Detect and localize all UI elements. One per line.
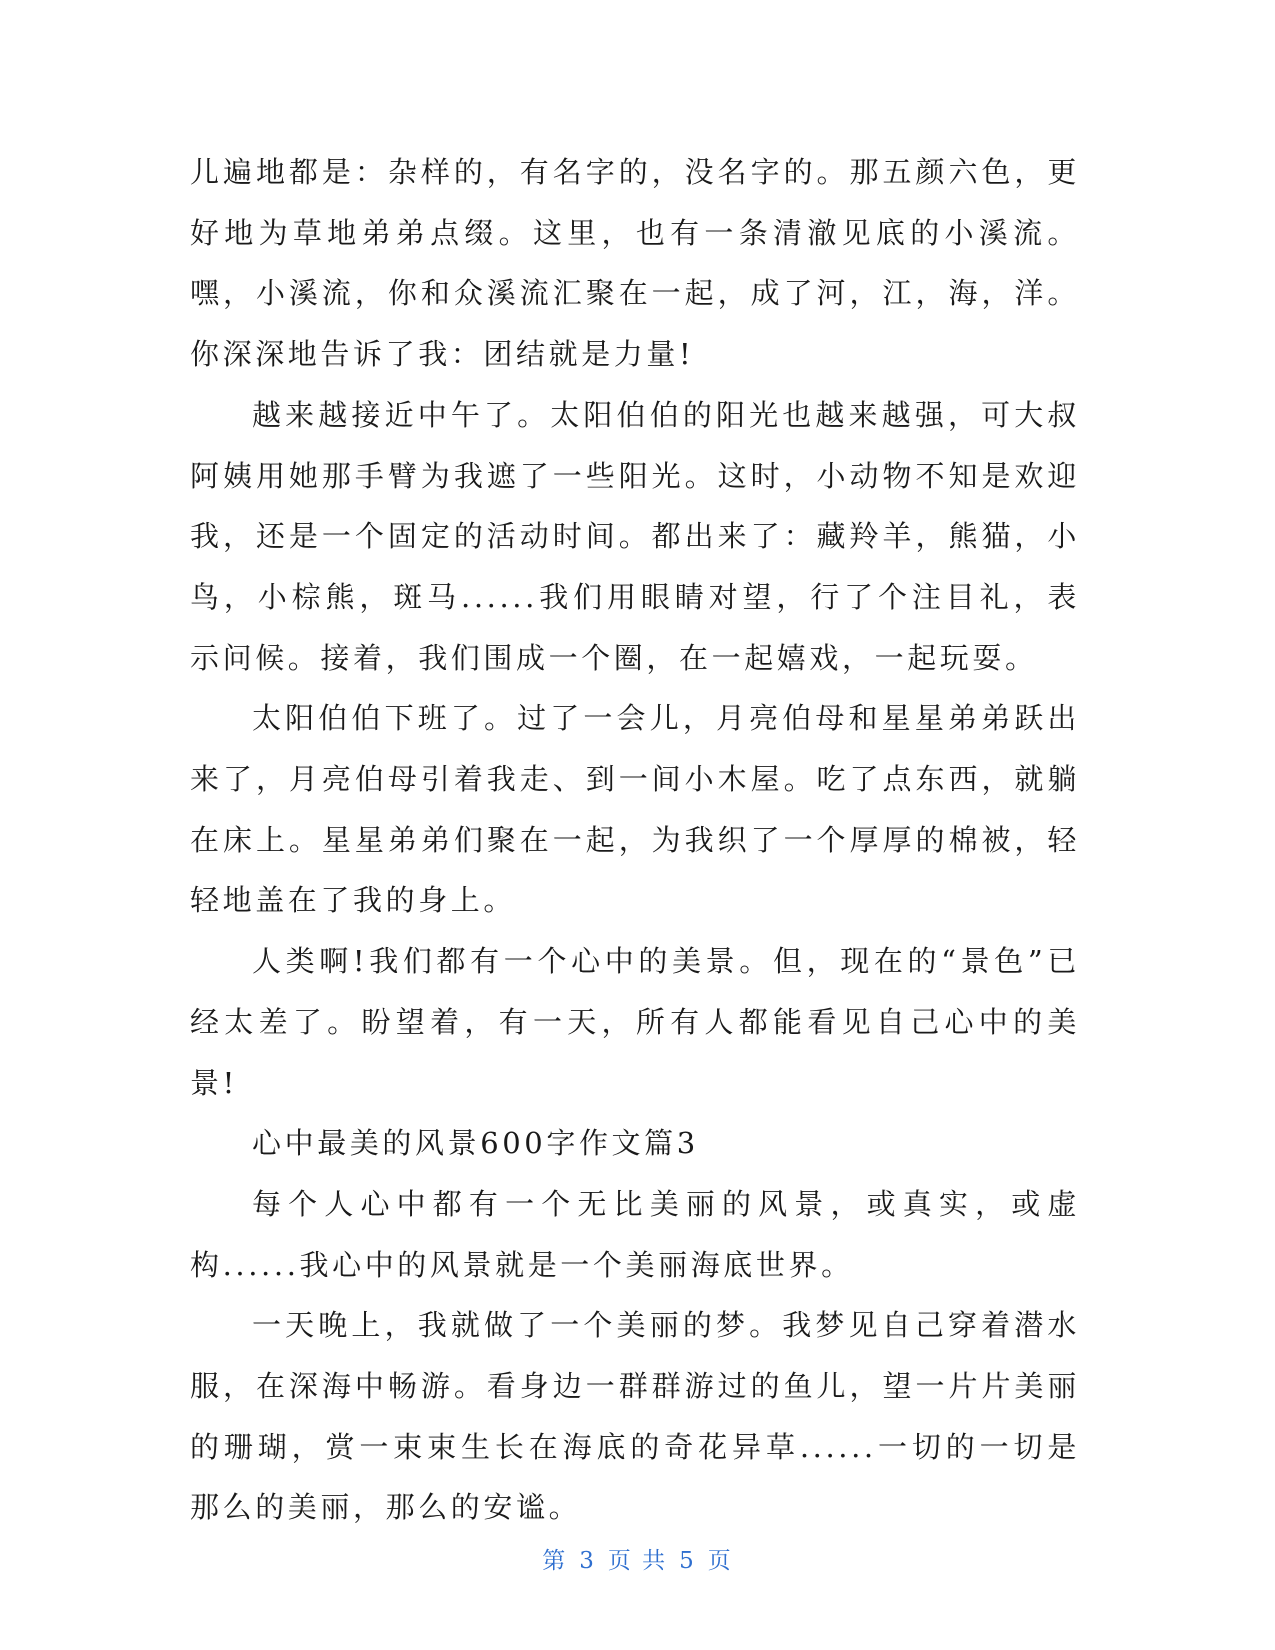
paragraph-4: 人类啊!我们都有一个心中的美景。但，现在的“景色”已经太差了。盼望着，有一天，所有人都能看见自己心中的美景! [190, 944, 1080, 1100]
page-footer [0, 1542, 1275, 1575]
paragraph-1: 儿遍地都是：杂样的，有名字的，没名字的。那五颜六色，更好地为草地弟弟点缀。这里，也有一条清澈见底的小溪流。嘿，小溪流，你和众溪流汇聚在一起，成了河，江，海，洋。你深深地告诉了我：团结就是力量! [190, 155, 1080, 372]
section-heading: 心中最美的风景600字作文篇3 [252, 1126, 699, 1161]
footer-current-page: 3 [579, 1548, 596, 1574]
footer-suffix: 页 [707, 1548, 733, 1574]
paragraph-6: 一天晚上，我就做了一个美丽的梦。我梦见自己穿着潜水服，在深海中畅游。看身边一群群游过的鱼儿，望一片片美丽的珊瑚，赏一束束生长在海底的奇花异草......一切的一切是那么的美丽，那么的安谧。 [190, 1308, 1080, 1525]
footer-total-pages: 5 [679, 1548, 696, 1574]
footer-prefix: 第 [542, 1548, 568, 1574]
paragraph-3: 太阳伯伯下班了。过了一会儿，月亮伯母和星星弟弟跃出来了，月亮伯母引着我走、到一间小木屋。吃了点东西，就躺在床上。星星弟弟们聚在一起，为我织了一个厚厚的棉被，轻轻地盖在了我的身上。 [190, 701, 1080, 918]
document-body [190, 142, 1080, 1538]
paragraph-2: 越来越接近中午了。太阳伯伯的阳光也越来越强，可大叔阿姨用她那手臂为我遮了一些阳光。这时，小动物不知是欢迎我，还是一个固定的活动时间。都出来了：藏羚羊，熊猫，小鸟，小棕熊，斑马......我们用眼睛对望，行了个注目礼，表示问候。接着，我们围成一个圈，在一起嬉戏，一起玩耍。 [190, 397, 1080, 675]
footer-middle: 页 共 [607, 1548, 668, 1574]
paragraph-5: 每个人心中都有一个无比美丽的风景，或真实，或虚构......我心中的风景就是一个美丽海底世界。 [190, 1186, 1080, 1282]
